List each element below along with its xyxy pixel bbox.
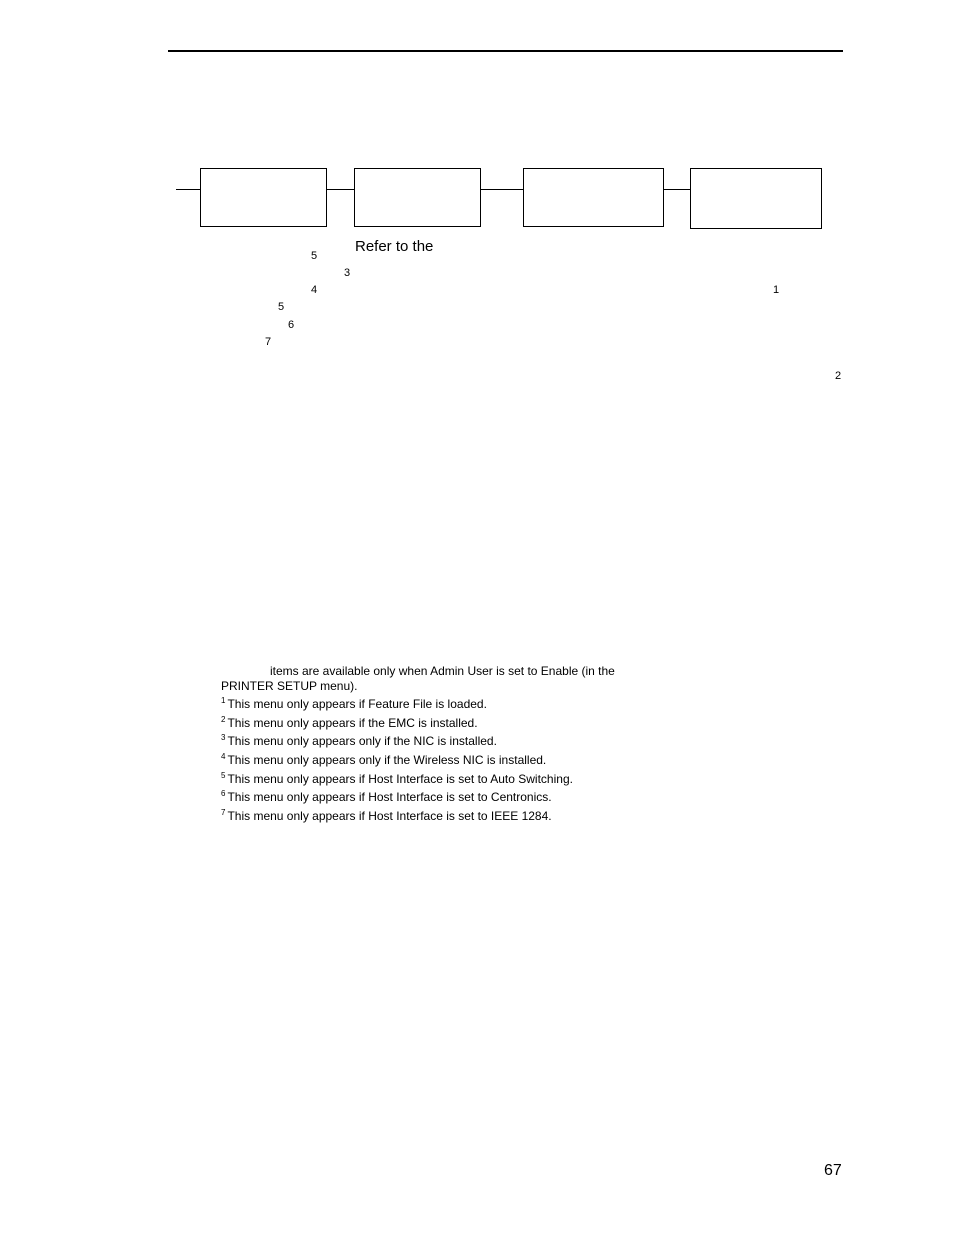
connector-3-4 bbox=[664, 189, 690, 190]
note-intro-line-2: PRINTER SETUP menu). bbox=[221, 679, 358, 693]
superscript-mark: 6 bbox=[288, 319, 295, 331]
page-number: 67 bbox=[824, 1162, 842, 1179]
footnote-mark: 7 bbox=[221, 808, 226, 817]
superscript-mark: 4 bbox=[311, 284, 318, 296]
footnote-text: This menu only appears only if the Wireless NIC is installed. bbox=[227, 753, 547, 767]
footnote-mark: 3 bbox=[221, 733, 226, 742]
refer-text: Refer to the bbox=[355, 238, 434, 255]
superscript-mark: 5 bbox=[278, 301, 285, 313]
header-rule bbox=[168, 50, 843, 52]
footnote-text: This menu only appears if Feature File is loaded. bbox=[227, 697, 487, 711]
footnote bbox=[221, 697, 487, 712]
superscript-mark: 1 bbox=[773, 284, 780, 296]
footnote-mark: 5 bbox=[221, 771, 226, 780]
menu-box-3 bbox=[523, 168, 664, 227]
footnote-mark: 2 bbox=[221, 715, 226, 724]
superscript-mark: 3 bbox=[344, 267, 351, 279]
footnote-text: This menu only appears if Host Interface is set to IEEE 1284. bbox=[227, 809, 552, 823]
superscript-mark: 2 bbox=[835, 370, 842, 382]
footnote-text: This menu only appears if the EMC is installed. bbox=[227, 716, 478, 730]
footnote bbox=[221, 809, 552, 824]
footnote bbox=[221, 753, 546, 768]
connector-1-2 bbox=[327, 189, 354, 190]
superscript-mark: 5 bbox=[311, 250, 318, 262]
menu-box-1 bbox=[200, 168, 327, 227]
footnote bbox=[221, 716, 478, 731]
footnote-text: This menu only appears if Host Interface is set to Centronics. bbox=[227, 790, 552, 804]
footnote-mark: 4 bbox=[221, 752, 226, 761]
superscript-mark: 7 bbox=[265, 336, 272, 348]
note-intro-line-1: items are available only when Admin User is set to Enable (in the bbox=[270, 664, 615, 678]
menu-box-4 bbox=[690, 168, 822, 229]
footnote-text: This menu only appears only if the NIC is installed. bbox=[227, 734, 497, 748]
footnote-text: This menu only appears if Host Interface is set to Auto Switching. bbox=[227, 772, 573, 786]
footnote-mark: 6 bbox=[221, 789, 226, 798]
footnote bbox=[221, 734, 497, 749]
connector-2-3 bbox=[481, 189, 523, 190]
footnote bbox=[221, 772, 573, 787]
footnote bbox=[221, 790, 552, 805]
footnote-mark: 1 bbox=[221, 696, 226, 705]
menu-box-2 bbox=[354, 168, 481, 227]
connector-lead-in bbox=[176, 189, 201, 190]
